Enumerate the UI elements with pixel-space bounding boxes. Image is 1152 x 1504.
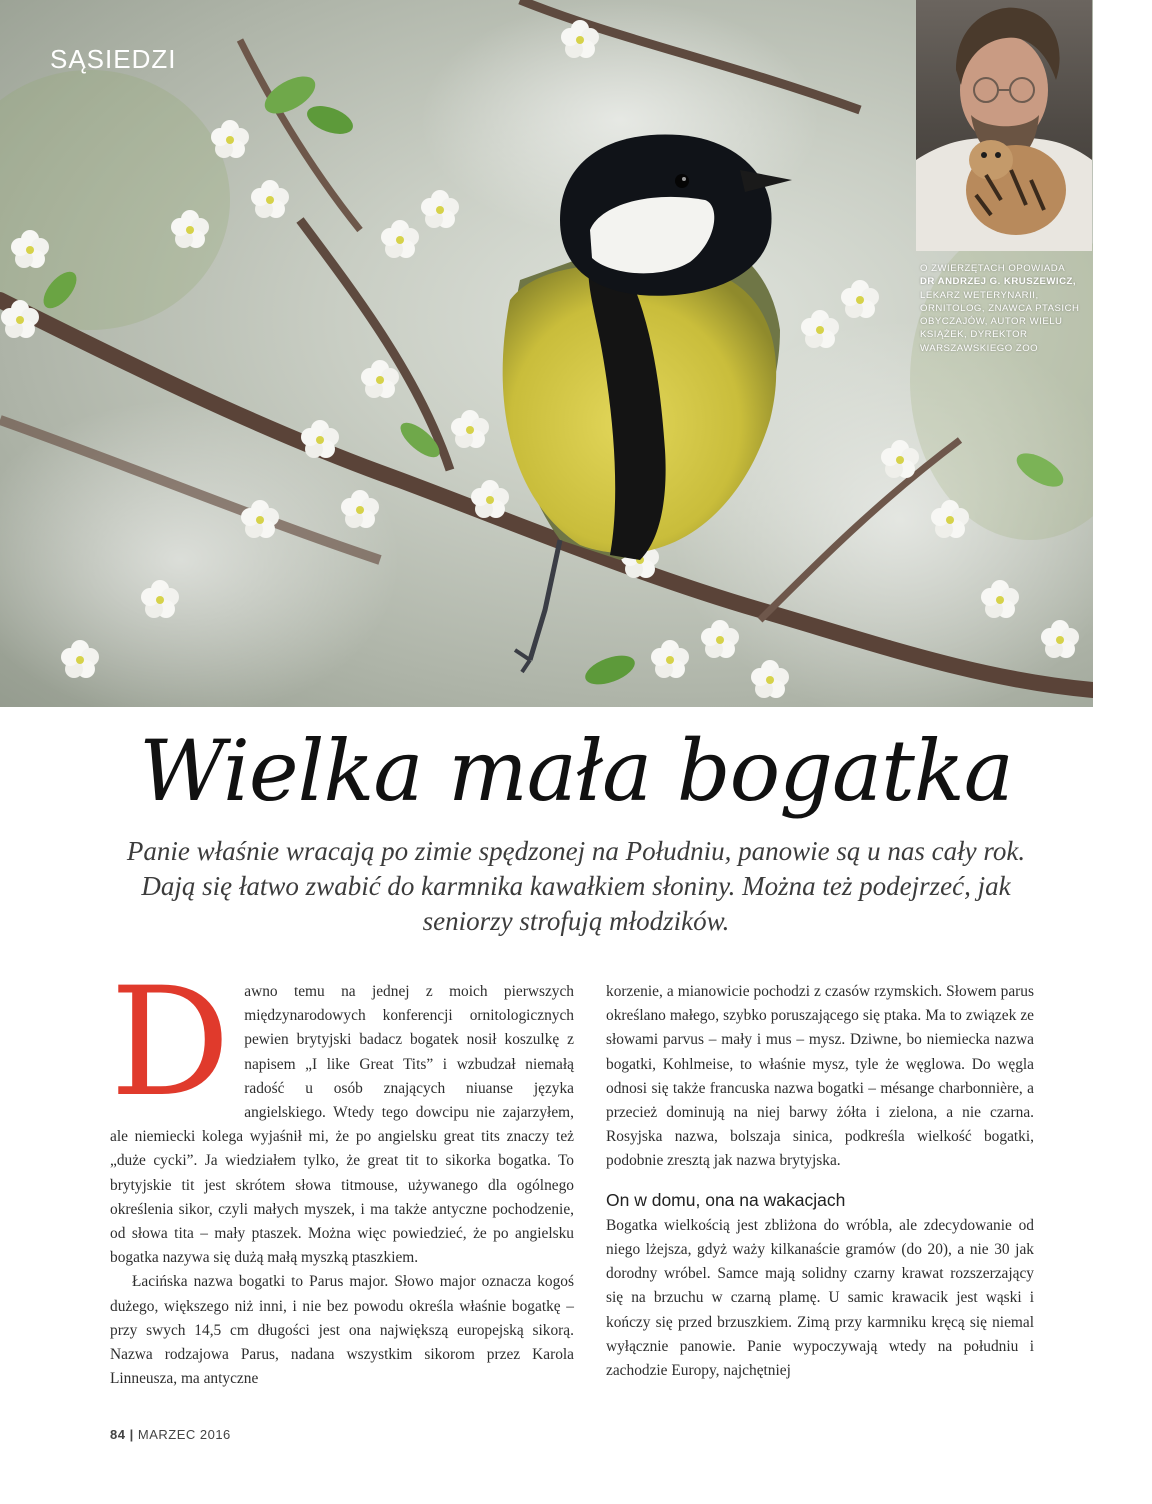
paragraph-text: awno temu na jednej z moich pierwszych międzynarodowych konferencji ornitologicznych pewien brytyjski badacz bogatek nosił koszulkę z napisem „I like Great Tits” i wzbudzał niemałą radość u osób znających niuanse języka angielskiego. Wtedy tego dowcipu nie zajarzyłem, ale niemiecki kolega wyjaśnił mi, że po angielsku great tits znaczy też „duże cycki”. Ja wiedziałem tylko, że great tit to sikorka bogatka. To brytyjskie tit jest skrótem słowa titmouse, używanego dla ogólnego określenia sikor, czyli małych myszek, i ma także antyczne pochodzenie, od słowa tita – mały ptaszek. Można więc powiedzieć, że po angielsku bogatka nazywa się dużą małą myszką ptaszkiem.: [110, 983, 574, 1267]
article-lead: Panie właśnie wracają po zimie spędzonej na Południu, panowie są u nas cały rok. Dają się łatwo zwabić do karmnika kawałkiem słoniny. Można też podejrzeć, jak seniorzy strofują młodzików.: [126, 836, 1026, 936]
body-column-left: [110, 956, 574, 1391]
author-photo: [916, 0, 1092, 251]
article-title: Wielka mała bogatka: [139, 722, 1013, 820]
footer-separator: |: [129, 1427, 134, 1442]
page-footer: [110, 1427, 231, 1442]
author-caption-lead: O ZWIERZĘTACH OPOWIADA: [920, 263, 1066, 274]
paragraph: korzenie, a mianowicie pochodzi z czasów rzymskich. Słowem parus określano małego, szybko poruszającego się ptaka. Ma to związek ze słowami parvus – mały i mus – mysz. Dziwne, bo niemiecka nazwa bogatki, Kohlmeise, to właśnie mysz, tyle że węglowa. Do węgla odnosi się także francuska nazwa bogatki – mésange charbonnière, a przecież dominują na niej barwy żółta i zielona, a nie czarna. Rosyjska nazwa, bolszaja sinica, podkreśla wielkość bogatki, podobnie zresztą jak nazwa brytyjska.: [606, 983, 1034, 1170]
body-column-right: [606, 980, 1034, 1383]
section-label: SĄSIEDZI: [50, 44, 177, 74]
paragraph: [110, 956, 574, 1270]
paragraph: Bogatka wielkością jest zbliżona do wróbla, ale zdecydowanie od niego lżejsza, gdyż waży kilkanaście gramów (do 20), a nie 30 jak dorodny wróbel. Samce mają solidny czarny krawat rozszerzający się na brzuchu w czarną plamę. U samic krawacik jest wąski i kończy się przed brzuszkiem. Zimą przy karmniku kręcą się niemal wyłącznie panowie. Panie wypoczywają wtedy na południu i zachodzie Europy, najchętniej: [606, 1216, 1034, 1380]
subheading: On w domu, ona na wakacjach: [606, 1189, 846, 1210]
author-caption-rest: LEKARZ WETERYNARII, ORNITOLOG, ZNAWCA PTASICH OBYCZAJÓW, AUTOR WIELU KSIĄŻEK, DYREKTOR WARSZAWSKIEGO ZOO: [920, 289, 1080, 354]
drop-cap: D: [110, 956, 231, 1130]
paragraph: Łacińska nazwa bogatki to Parus major. Słowo major oznacza kogoś dużego, większego niż inni, i nie bez powodu określa właśnie bogatkę – przy swych 14,5 cm długości jest ona największą europejską sikorą. Nazwa rodzajowa Parus, nadana wszystkim sikorom przez Karola Linneusza, ma antyczne: [110, 1273, 574, 1388]
author-caption: [920, 262, 1092, 355]
issue-date: MARZEC 2016: [137, 1427, 231, 1442]
page-number: 84: [110, 1427, 126, 1442]
author-name: DR ANDRZEJ G. KRUSZEWICZ,: [920, 276, 1077, 288]
